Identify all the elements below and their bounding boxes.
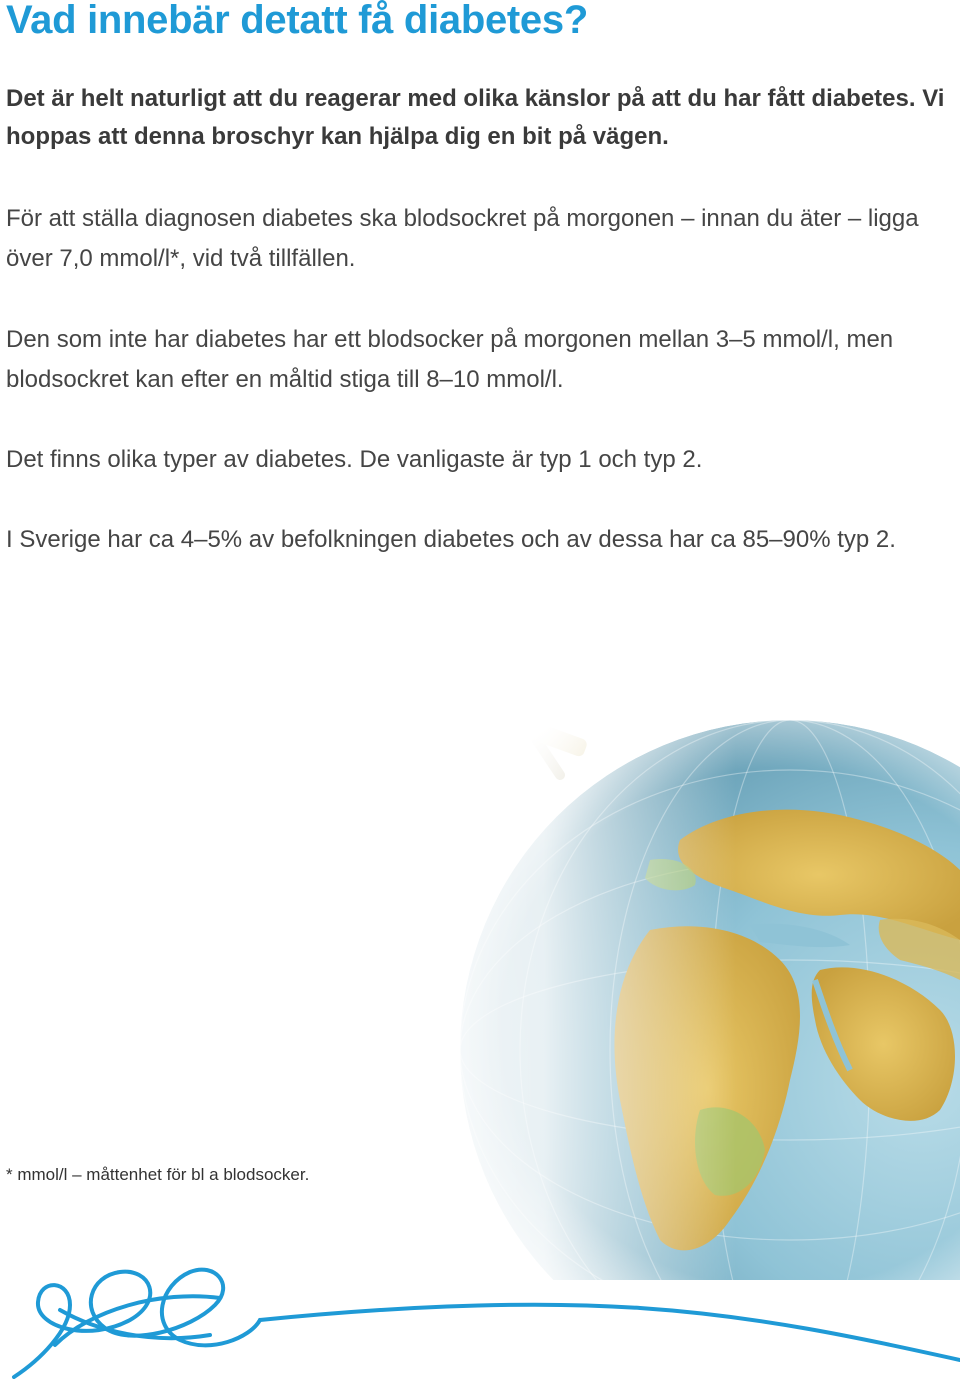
footnote: * mmol/l – måttenhet för bl a blodsocker. <box>6 1165 310 1184</box>
sweden-statistics-paragraph: I Sverige har ca 4–5% av befolkningen diabetes och av dessa har ca 85–90% typ 2. <box>6 526 896 553</box>
diagnosis-paragraph: För att ställa diagnosen diabetes ska blodsockret på morgonen – innan du äter – ligga över 7,0 mmol/l*, vid två tillfällen. <box>6 205 919 272</box>
intro-paragraph: Det är helt naturligt att du reagerar med olika känslor på att du har fått diabetes. Vi hoppas att denna broschyr kan hjälpa dig en bit på vägen. <box>6 85 945 150</box>
page-title: Vad innebär detatt få diabetes? <box>6 0 588 42</box>
normal-values-paragraph: Den som inte har diabetes har ett blodsocker på morgonen mellan 3–5 mmol/l, men blodsockret kan efter en måltid stiga till 8–10 mmol/l. <box>6 326 894 393</box>
globe-image <box>320 680 960 1280</box>
blue-swirl-logo <box>0 1250 960 1379</box>
diabetes-types-paragraph: Det finns olika typer av diabetes. De vanligaste är typ 1 och typ 2. <box>6 446 703 473</box>
